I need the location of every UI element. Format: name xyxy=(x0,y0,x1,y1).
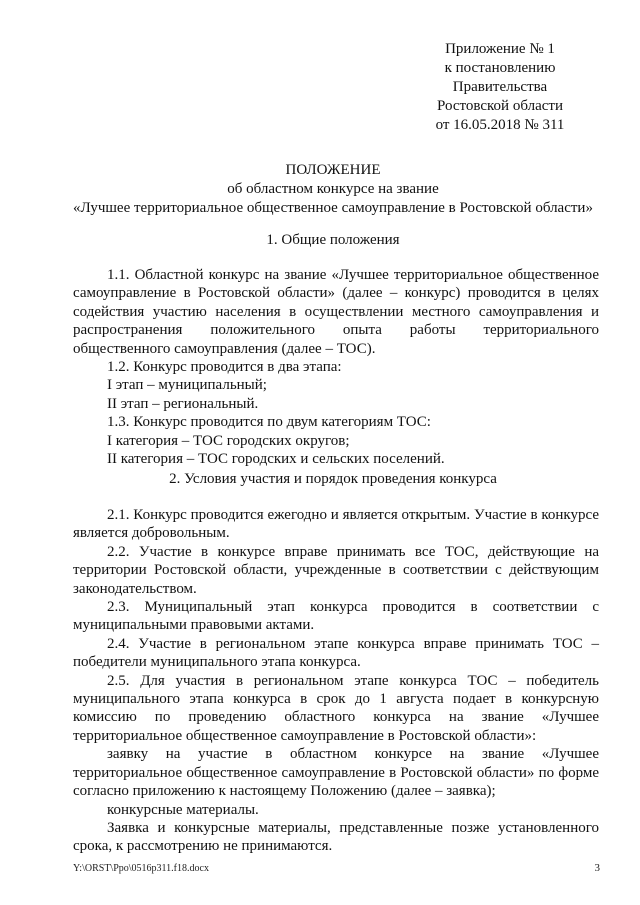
appendix-line: Правительства xyxy=(452,79,548,95)
stage-2: II этап – региональный. xyxy=(107,395,259,412)
paragraph-2-5: 2.5. Для участия в региональном этапе конкурса ТОС – победитель муниципального этапа конкурса в срок до 1 августа подает в конкурсную комиссию по проведению областного конкурса на звание «Лучшее территориальное общественное самоуправление в Ростовской области»: xyxy=(73,672,599,744)
appendix-block xyxy=(400,40,600,135)
footer-file-path: Y:\ORST\Ppo\0516p311.f18.docx xyxy=(73,863,209,874)
category-1: I категория – ТОС городских округов; xyxy=(107,432,350,449)
title-sub2: «Лучшее территориальное общественное самоуправление в Ростовской области» xyxy=(73,200,593,216)
section1-body xyxy=(73,266,599,468)
section2-body xyxy=(73,506,599,856)
paragraph-2-1: 2.1. Конкурс проводится ежегодно и является открытым. Участие в конкурсе является добровольным. xyxy=(73,507,599,542)
appendix-line: Ростовской области xyxy=(437,98,563,114)
paragraph-2-3: 2.3. Муниципальный этап конкурса проводится в соответствии с муниципальными правовыми актами. xyxy=(73,599,599,634)
paragraph-1-2: 1.2. Конкурс проводится в два этапа: xyxy=(107,359,342,376)
paragraph-2-4: 2.4. Участие в региональном этапе конкурса вправе принимать ТОС – победители муниципального этапа конкурса. xyxy=(73,635,599,671)
page-number: 3 xyxy=(594,862,600,874)
section2-heading: 2. Условия участия и порядок проведения конкурса xyxy=(169,471,497,487)
title-main: ПОЛОЖЕНИЕ xyxy=(285,162,381,178)
appendix-line: от 16.05.2018 № 311 xyxy=(435,117,565,133)
paragraph-1-3: 1.3. Конкурс проводится по двум категориям ТОС: xyxy=(107,414,431,431)
appendix-line: Приложение № 1 xyxy=(445,41,555,57)
document-title xyxy=(40,161,626,218)
paragraph-late-submission: Заявка и конкурсные материалы, представленные позже установленного срока, к рассмотрению не принимаются. xyxy=(73,819,599,855)
category-2: II категория – ТОС городских и сельских поселений. xyxy=(107,451,445,468)
paragraph-1-1: 1.1. Областной конкурс на звание «Лучшее территориальное общественное самоуправление в Ростовской области» (далее – конкурс) проводится в целях содействия участию населения в осуществлении местного самоуправления и распространения положительного опыта работы территориального общественного самоуправления (далее – ТОС). xyxy=(73,267,599,357)
paragraph-2-2: 2.2. Участие в конкурсе вправе принимать все ТОС, действующие на территории Ростовской области, учрежденные в соответствии с действующим законодательством. xyxy=(73,543,599,597)
section1-heading: 1. Общие положения xyxy=(266,232,400,248)
title-sub1: об областном конкурсе на звание xyxy=(227,181,439,197)
appendix-line: к постановлению xyxy=(444,60,556,76)
paragraph-application: заявку на участие в областном конкурсе на звание «Лучшее территориальное общественное самоуправление в Ростовской области» по форме согласно приложению к настоящему Положению (далее – заявка); xyxy=(73,746,599,800)
paragraph-materials: конкурсные материалы. xyxy=(107,801,259,818)
stage-1: I этап – муниципальный; xyxy=(107,377,267,394)
